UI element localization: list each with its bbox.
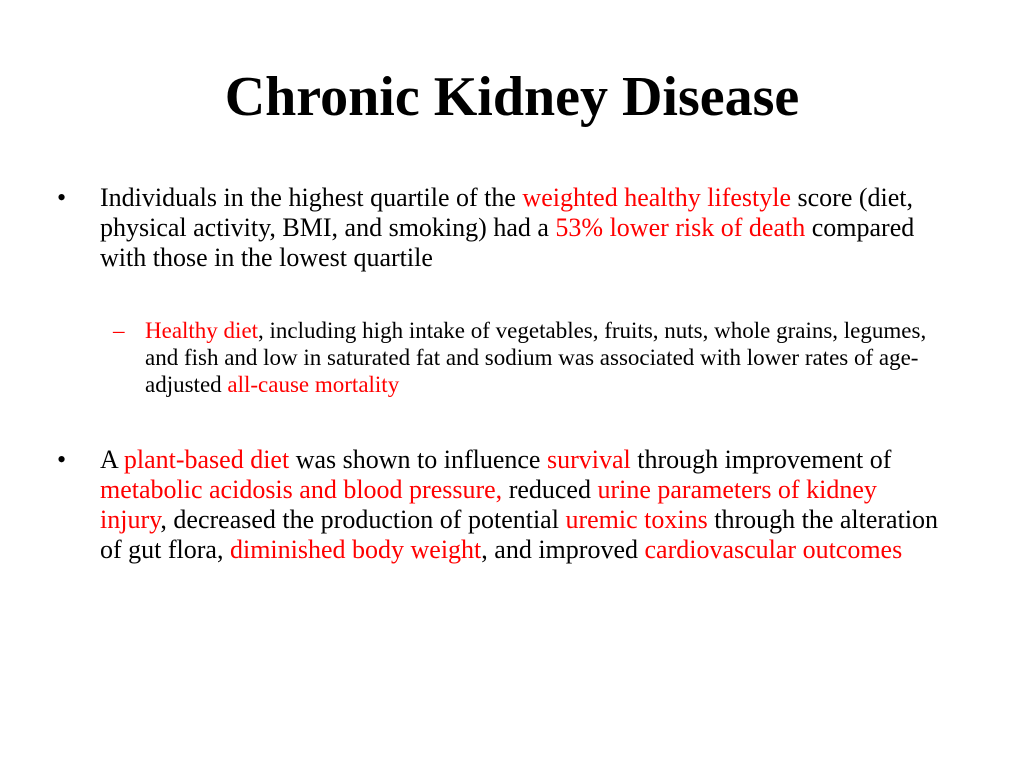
highlighted-text-segment: cardiovascular outcomes [644, 535, 903, 564]
highlighted-text-segment: metabolic acidosis and blood pressure, [100, 475, 503, 504]
text-segment: through the alteration of gut flora, [100, 505, 939, 564]
sub-bullet-item [113, 317, 945, 398]
bullet-item [57, 183, 950, 273]
text-segment: reduced [502, 475, 598, 504]
highlighted-text-segment: Healthy diet [145, 318, 259, 343]
highlighted-text-segment: diminished body weight [229, 535, 482, 564]
highlighted-text-segment: all-cause mortality [227, 372, 400, 397]
text-segment: Individuals in the highest quartile of the [100, 183, 523, 212]
slide-title: Chronic Kidney Disease [224, 66, 800, 128]
bullet-item [57, 445, 950, 565]
bullet-text [100, 183, 914, 272]
highlighted-text-segment: 53% lower risk of death [555, 213, 806, 242]
text-segment: , and improved [481, 535, 645, 564]
highlighted-text-segment: survival [546, 445, 631, 474]
text-segment: through improvement of [630, 445, 892, 474]
text-segment: score (diet, physical activity, BMI, and smoking) had a [100, 183, 914, 242]
bullet-marker: • [57, 183, 67, 212]
text-segment: , including high intake of vegetables, fruits, nuts, whole grains, legumes, and fish and low in saturated fat and sodium was associated with lower rates of age-adjusted [145, 318, 927, 397]
sub-bullet-marker: – [113, 318, 125, 343]
highlighted-text-segment: uremic toxins [565, 505, 708, 534]
highlighted-text-segment: urine parameters of kidney injury [100, 475, 877, 534]
bullet-text [100, 445, 938, 564]
highlighted-text-segment: weighted healthy lifestyle [522, 183, 792, 212]
sub-bullet-text [145, 318, 926, 397]
highlighted-text-segment: plant-based diet [123, 445, 290, 474]
text-segment: was shown to influence [289, 445, 547, 474]
text-segment: , decreased the production of potential [160, 505, 566, 534]
text-segment: compared with those in the lowest quartile [100, 213, 915, 272]
text-segment: A [100, 445, 124, 474]
bullet-marker: • [57, 445, 67, 474]
